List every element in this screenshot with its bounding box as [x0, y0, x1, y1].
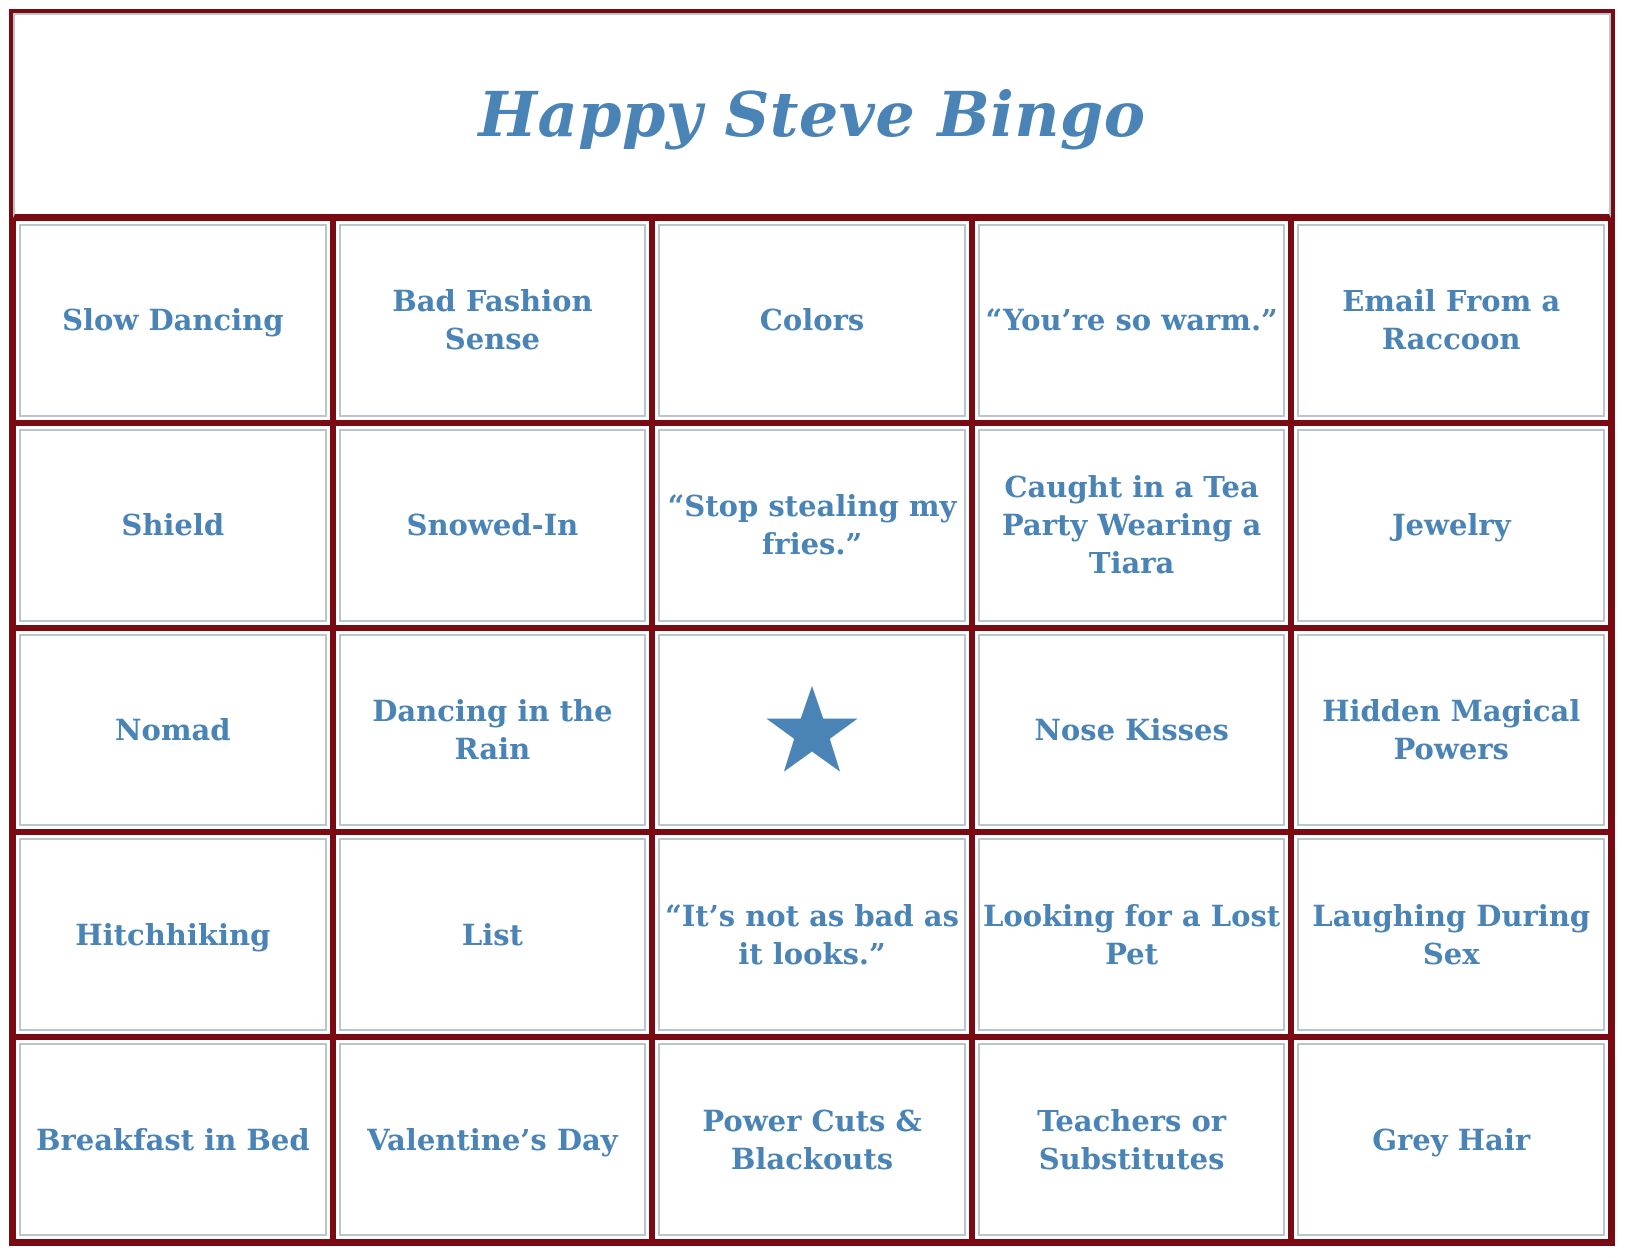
cell-label: Grey Hair — [1372, 1122, 1531, 1157]
cell-label: “Stop stealing my fries.” — [667, 489, 957, 562]
cell-label: Colors — [759, 303, 865, 338]
cell-label: Dancing in the Rain — [372, 693, 613, 766]
bingo-cell[interactable] — [652, 1037, 972, 1242]
cell-label: Breakfast in Bed — [35, 1122, 310, 1157]
bingo-cell[interactable] — [333, 628, 653, 833]
bingo-cell[interactable] — [13, 628, 333, 833]
cell-label: Hitchhiking — [75, 917, 271, 952]
bingo-cell[interactable] — [333, 1037, 653, 1242]
bingo-cell[interactable] — [13, 1037, 333, 1242]
bingo-cell[interactable] — [1291, 218, 1611, 423]
cell-label: Nomad — [114, 712, 231, 747]
cell-label: Caught in a Tea Party Wearing a Tiara — [1001, 470, 1262, 581]
bingo-cell[interactable] — [13, 423, 333, 628]
bingo-cell[interactable] — [652, 832, 972, 1037]
bingo-cell[interactable] — [972, 423, 1292, 628]
cell-label: Looking for a Lost Pet — [983, 898, 1281, 971]
bingo-cell[interactable] — [333, 218, 653, 423]
bingo-cell[interactable] — [972, 628, 1292, 833]
bingo-cell[interactable] — [652, 423, 972, 628]
title-box — [13, 13, 1611, 218]
bingo-cell[interactable] — [652, 218, 972, 423]
bingo-cell[interactable] — [972, 218, 1292, 423]
cell-label: Laughing During Sex — [1312, 898, 1591, 971]
cell-label: Hidden Magical Powers — [1322, 693, 1581, 766]
bingo-cell[interactable] — [333, 423, 653, 628]
page-title: Happy Steve Bingo — [478, 78, 1146, 151]
bingo-grid — [13, 218, 1611, 1242]
bingo-cell[interactable] — [13, 218, 333, 423]
cell-label: Valentine’s Day — [367, 1122, 618, 1157]
bingo-cell[interactable] — [333, 832, 653, 1037]
cell-label: Snowed-In — [406, 508, 579, 543]
bingo-card — [9, 9, 1615, 1246]
cell-label: “You’re so warm.” — [985, 303, 1278, 338]
bingo-cell[interactable] — [1291, 423, 1611, 628]
cell-label: Teachers or Substitutes — [1037, 1103, 1227, 1176]
bingo-cell[interactable] — [972, 832, 1292, 1037]
bingo-cell[interactable] — [13, 832, 333, 1037]
cell-label: Shield — [121, 508, 225, 543]
cell-label: Nose Kisses — [1034, 712, 1229, 747]
cell-label: Email From a Raccoon — [1342, 284, 1561, 357]
cell-label: Power Cuts & Blackouts — [702, 1103, 922, 1176]
bingo-cell[interactable] — [972, 1037, 1292, 1242]
bingo-cell[interactable] — [1291, 832, 1611, 1037]
bingo-cell[interactable] — [1291, 1037, 1611, 1242]
cell-label: “It’s not as bad as it looks.” — [665, 898, 959, 971]
star-icon — [764, 682, 860, 778]
cell-label: Bad Fashion Sense — [392, 284, 593, 357]
free-space-cell[interactable] — [652, 628, 972, 833]
bingo-cell[interactable] — [1291, 628, 1611, 833]
cell-label: Slow Dancing — [62, 303, 284, 338]
cell-label: Jewelry — [1391, 508, 1511, 543]
cell-label: List — [461, 917, 523, 952]
